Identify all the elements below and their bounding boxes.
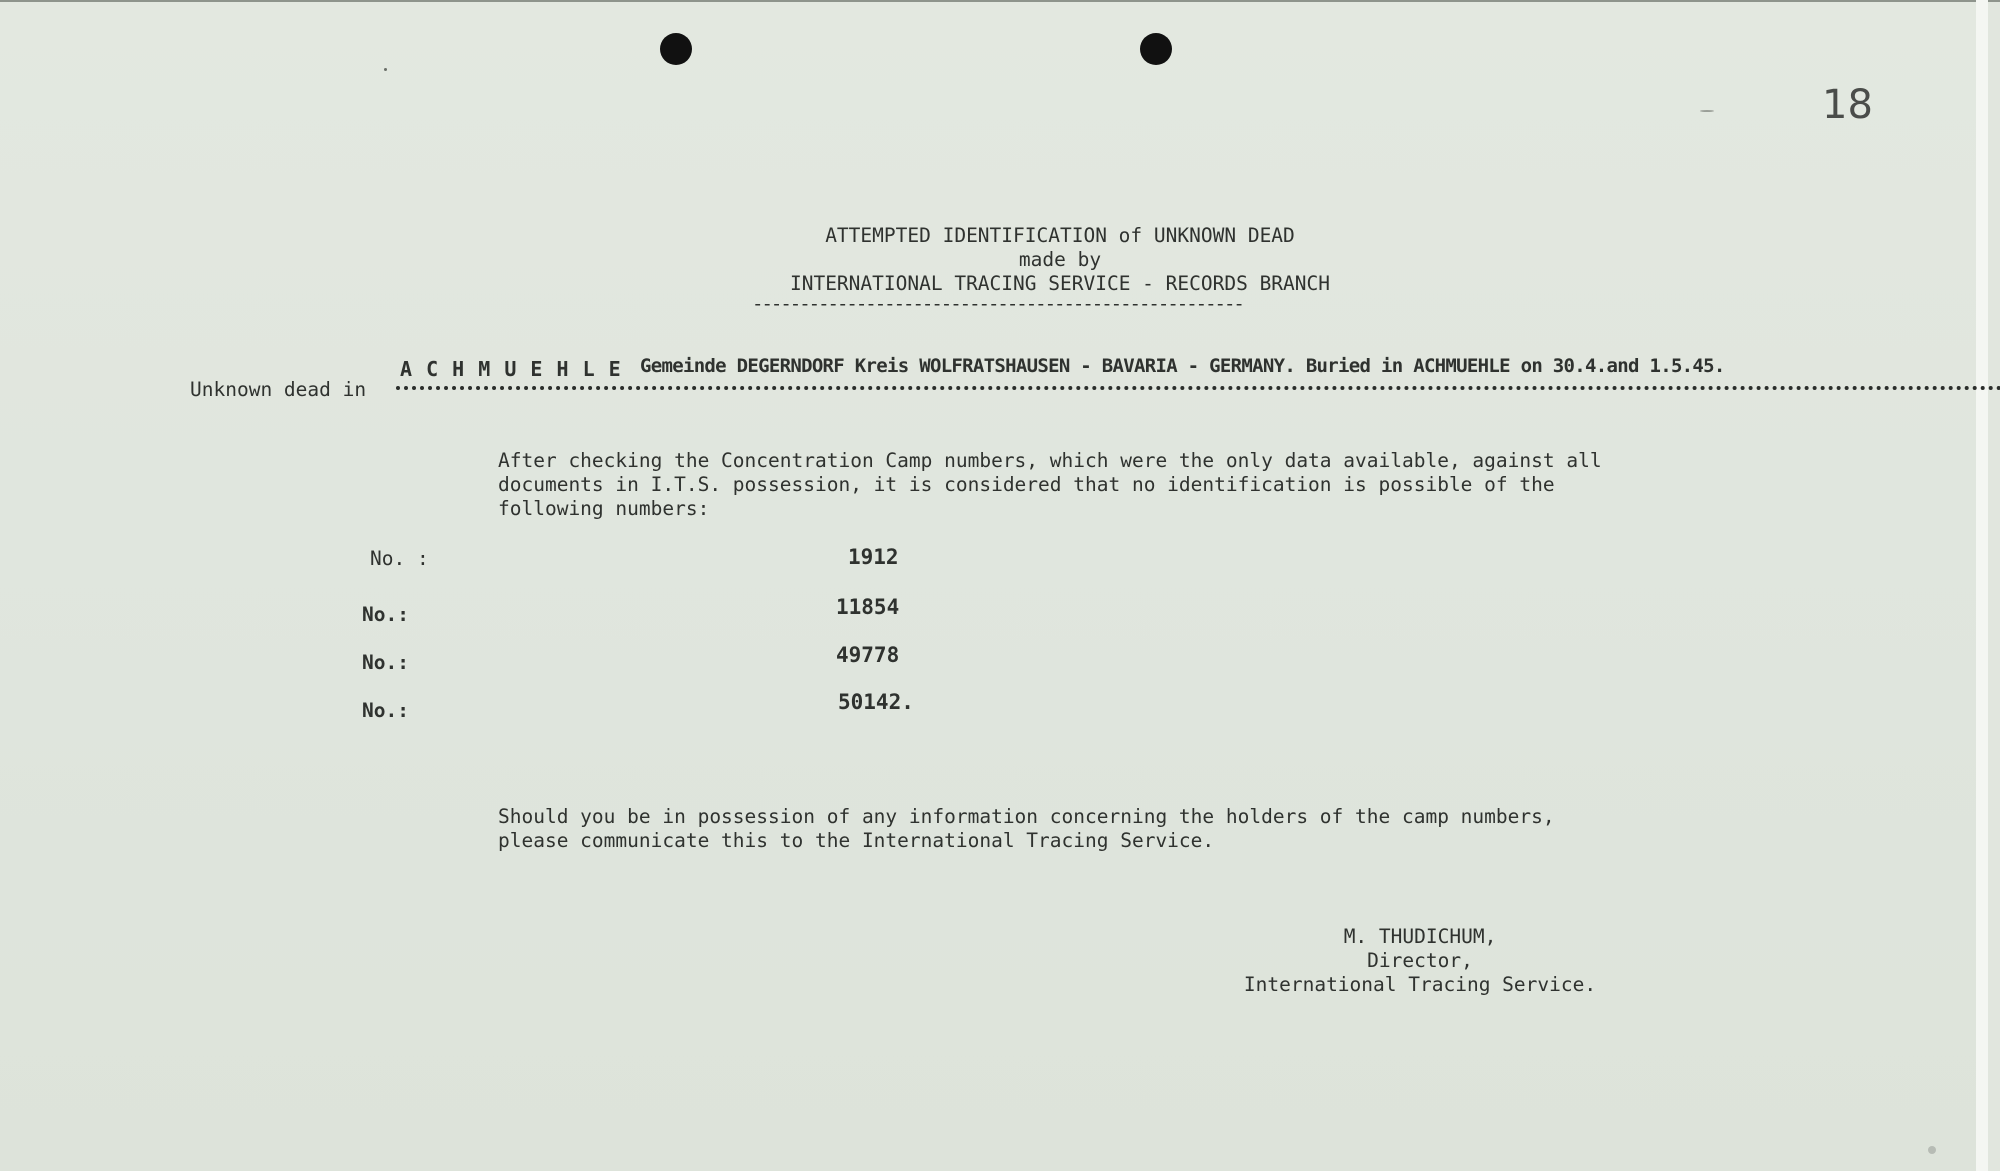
page-number: 18: [1822, 82, 1873, 128]
signatory-title: Director,: [1367, 949, 1473, 972]
intro-line-3: following numbers:: [498, 497, 710, 520]
location-place: A C H M U E H L E: [400, 357, 622, 381]
punch-hole-left: [660, 33, 692, 65]
number-label: No.:: [362, 699, 409, 722]
number-label: No.:: [362, 651, 409, 674]
camp-number: 11854: [836, 595, 900, 619]
signatory-name: M. THUDICHUM,: [1343, 925, 1497, 948]
paper-speck: [384, 68, 387, 71]
number-label: No. :: [370, 547, 429, 570]
location-details: Gemeinde DEGERNDORF Kreis WOLFRATSHAUSEN - BAVARIA - GERMANY. Buried in ACHMUEHLE on 30.4.and 1.5.45.: [640, 355, 1725, 377]
punch-hole-right: [1140, 33, 1172, 65]
intro-line-2: documents in I.T.S. possession, it is considered that no identification is possible of the: [498, 473, 1555, 496]
page-edge: [1976, 0, 1988, 1171]
signatory-organization: International Tracing Service.: [1243, 973, 1597, 996]
location-prefix: Unknown dead in: [190, 378, 367, 401]
camp-number: 1912: [848, 545, 899, 569]
intro-line-1: After checking the Concentration Camp numbers, which were the only data available, against all: [498, 449, 1602, 472]
paper-mark: [1700, 110, 1714, 112]
issuing-branch: INTERNATIONAL TRACING SERVICE - RECORDS BRANCH: [789, 272, 1331, 295]
dotted-fill-line: [396, 386, 2000, 390]
document-subtitle: made by: [1018, 248, 1102, 271]
camp-number: 50142.: [838, 690, 914, 714]
number-label: No.:: [362, 603, 409, 626]
closing-line-1: Should you be in possession of any information concerning the holders of the camp numbers,: [498, 805, 1555, 828]
closing-line-2: please communicate this to the International Tracing Service.: [498, 829, 1215, 852]
paper-speck: [1928, 1146, 1936, 1154]
document-title: ATTEMPTED IDENTIFICATION of UNKNOWN DEAD: [825, 224, 1295, 247]
camp-number: 49778: [836, 643, 900, 667]
title-rule: ----------------------------------------------------: [752, 293, 1243, 315]
top-edge: [0, 0, 2000, 2]
